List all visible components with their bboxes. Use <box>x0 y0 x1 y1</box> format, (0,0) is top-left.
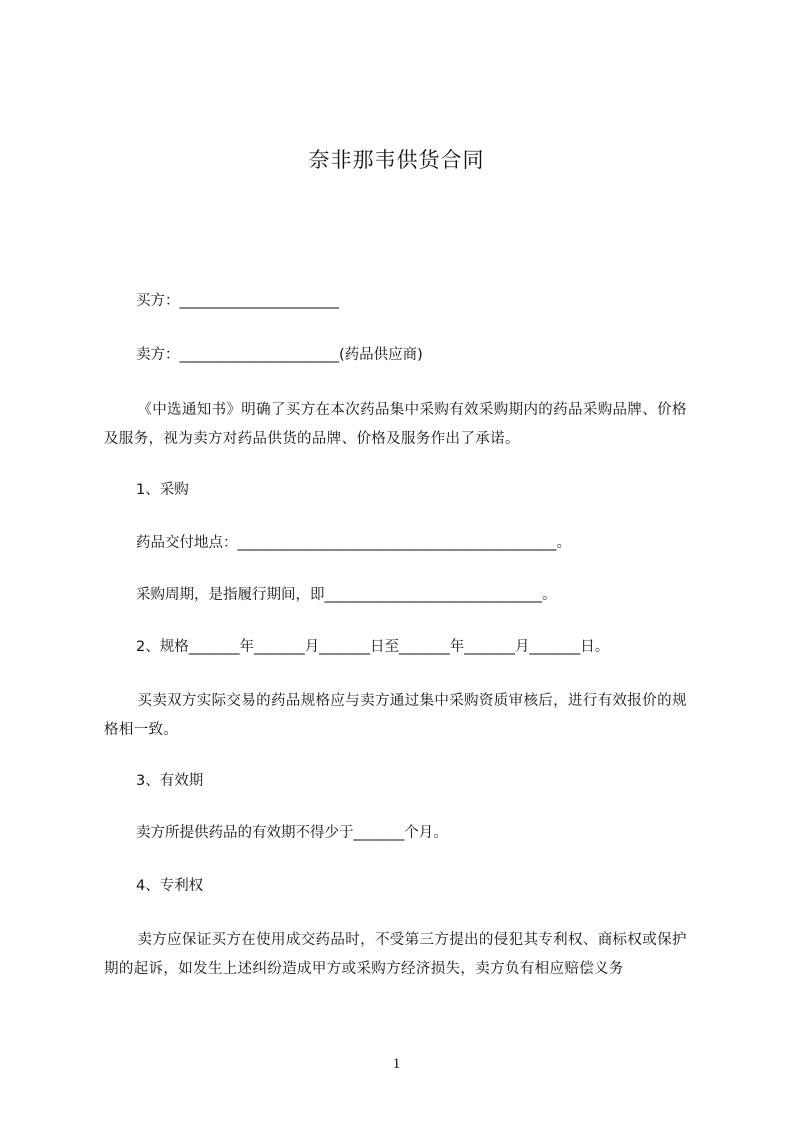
section1-heading: 1、采购 <box>136 482 189 498</box>
intro-paragraph: 《中选通知书》明确了买方在本次药品集中采购有效采购期内的药品采购品牌、价格及服务，视为卖方对药品供货的品牌、价格及服务作出了承诺。 <box>104 402 687 447</box>
delivery-location-line: 药品交付地点：____________________________________________。 <box>136 535 571 551</box>
page-number: 1 <box>392 1056 401 1072</box>
section2-heading: 2、规格_______年_______月_______日至_______年_______月_______日。 <box>136 639 610 655</box>
buyer-line: 买方：______________________ <box>136 293 339 309</box>
procurement-period-line: 采购周期，是指履行期间，即______________________________。 <box>136 587 557 603</box>
document-title: 奈非那韦供货合同 <box>308 148 485 172</box>
patent-paragraph: 卖方应保证买方在使用成交药品时，不受第三方提出的侵犯其专利权、商标权或保护期的起诉，如发生上述纠纷造成甲方或采购方经济损失，卖方负有相应赔偿义务 <box>104 932 687 977</box>
spec-paragraph: 买卖双方实际交易的药品规格应与卖方通过集中采购资质审核后，进行有效报价的规格相一致。 <box>104 693 687 738</box>
section4-heading: 4、专利权 <box>136 878 204 894</box>
seller-line: 卖方：______________________(药品供应商) <box>136 347 423 363</box>
validity-line: 卖方所提供药品的有效期不得少于_______个月。 <box>136 825 448 841</box>
section3-heading: 3、有效期 <box>136 773 204 789</box>
